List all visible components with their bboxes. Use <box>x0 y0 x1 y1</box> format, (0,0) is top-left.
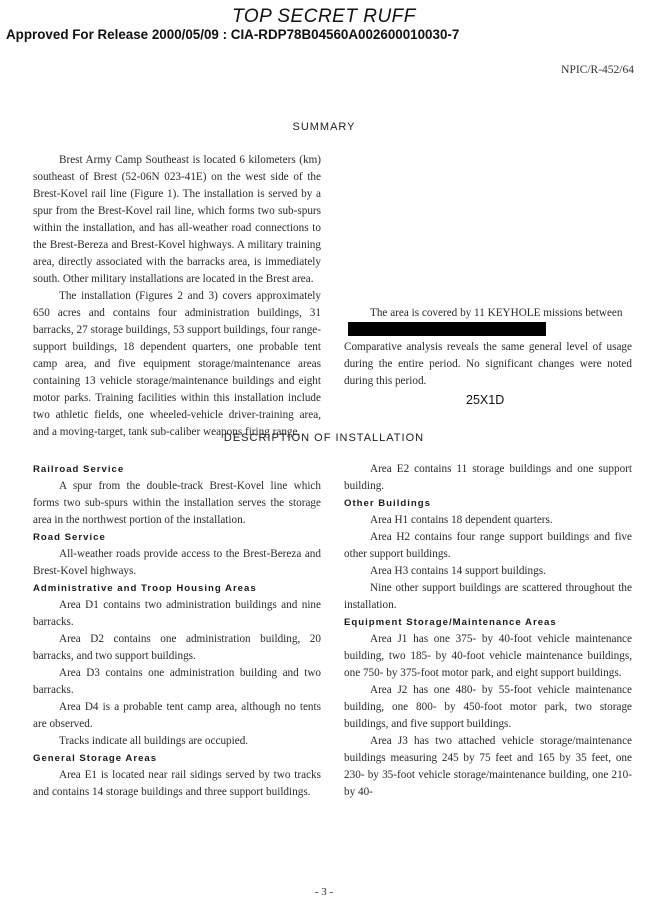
road-heading: Road Service <box>33 532 106 543</box>
other-support-paragraph: Nine other support buildings are scattered throughout the installation. <box>344 582 632 611</box>
summary-column-left <box>33 152 321 441</box>
area-h2-paragraph: Area H2 contains four range support buildings and five other support buildings. <box>344 531 632 560</box>
area-d4-paragraph: Area D4 is a probable tent camp area, although no tents are observed. <box>33 701 321 730</box>
redaction-box <box>348 322 546 336</box>
equipment-heading: Equipment Storage/Maintenance Areas <box>344 617 557 628</box>
tracks-paragraph: Tracks indicate all buildings are occupied. <box>59 735 249 747</box>
summary-column-right-spacer <box>344 152 632 305</box>
area-h3-paragraph: Area H3 contains 14 support buildings. <box>370 565 546 577</box>
area-j1-paragraph: Area J1 has one 375- by 40-foot vehicle maintenance building, two 185- by 40-foot vehicle maintenance buildings, one 750- by 375-foot motor park, and eight support buildings. <box>344 633 632 679</box>
admin-heading: Administrative and Troop Housing Areas <box>33 583 257 594</box>
area-j3-paragraph: Area J3 has two attached vehicle storage/maintenance buildings measuring 245 by 75 feet and 165 by 35 feet, one 230- by 35-foot vehicle storage/maintenance building, one 210- by 40- <box>344 735 632 798</box>
release-line: Approved For Release 2000/05/09 : CIA-RDP78B04560A002600010030-7 <box>6 27 460 42</box>
page-number: - 3 - <box>314 886 334 898</box>
summary-paragraph-2: The installation (Figures 2 and 3) covers approximately 650 acres and contains four administration buildings, 31 barracks, 27 storage buildings, 53 support buildings, four range-support buildings, 18 dependent quarters, one probable tent camp area, and five equipment storage/maintenance areas containing 13 vehicle storage/maintenance buildings and eight motor parks. Training facilities within this installation include two athletic fields, one wheeled-vehicle driver-training area, and a moving-target, tank sub-caliber weapons firing range. <box>33 290 321 438</box>
description-title: DESCRIPTION OF INSTALLATION <box>223 432 425 444</box>
general-storage-heading: General Storage Areas <box>33 753 158 764</box>
description-column-right <box>344 461 632 801</box>
summary-paragraph-3 <box>344 305 632 339</box>
description-column-left <box>33 461 321 801</box>
area-e2-paragraph: Area E2 contains 11 storage buildings and one support building. <box>344 463 632 492</box>
railroad-paragraph: A spur from the double-track Brest-Kovel line which forms two sub-spurs within the installation serves the storage area in the northwest portion of the installation. <box>33 480 321 526</box>
road-paragraph: All-weather roads provide access to the Brest-Bereza and Brest-Kovel highways. <box>33 548 321 577</box>
classification-marking: TOP SECRET RUFF <box>232 6 416 27</box>
area-e1-paragraph: Area E1 is located near rail sidings served by two tracks and contains 14 storage buildings and three support buildings. <box>33 769 321 798</box>
summary-paragraph-4: Comparative analysis reveals the same general level of usage during the entire period. No significant changes were noted during this period. <box>344 341 632 387</box>
summary-title: SUMMARY <box>292 121 356 133</box>
document-number: NPIC/R-452/64 <box>561 64 634 76</box>
area-d1-paragraph: Area D1 contains two administration buildings and nine barracks. <box>33 599 321 628</box>
area-h1-paragraph: Area H1 contains 18 dependent quarters. <box>370 514 553 526</box>
declassification-stamp: 25X1D <box>466 393 505 407</box>
summary-paragraph-1: Brest Army Camp Southeast is located 6 kilometers (km) southeast of Brest (52-06N 023-41E) on the west side of the Brest-Kovel rail line (Figure 1). The installation is served by a spur from the Brest-Kovel rail line, which forms two sub-spurs within the installation, and has all-weather road connections to the Brest-Bereza and Brest-Kovel highways. A military training area, directly associated with the barracks area, is immediately south. Other military installations are located in the Brest area. <box>33 154 321 285</box>
other-buildings-heading: Other Buildings <box>344 498 431 509</box>
summary-column-right <box>344 152 632 410</box>
area-d2-paragraph: Area D2 contains one administration building, 20 barracks, and two support buildings. <box>33 633 321 662</box>
railroad-heading: Railroad Service <box>33 464 125 475</box>
area-d3-paragraph: Area D3 contains one administration building and two barracks. <box>33 667 321 696</box>
keyhole-text: The area is covered by 11 KEYHOLE missions between <box>370 307 623 319</box>
area-j2-paragraph: Area J2 has one 480- by 55-foot vehicle maintenance building, one 800- by 450-foot motor park, two storage buildings, and five support buildings. <box>344 684 632 730</box>
